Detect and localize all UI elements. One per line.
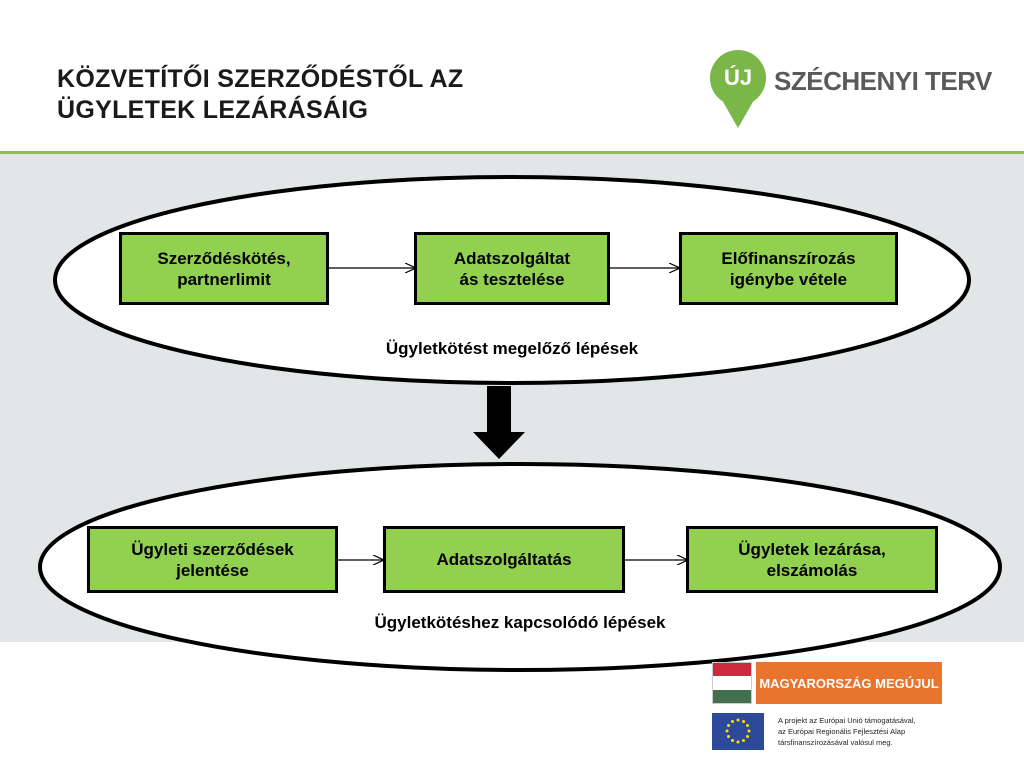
- logo-badge-text: ÚJ: [723, 65, 753, 90]
- title-line-2: ÜGYLETEK LEZÁRÁSÁIG: [57, 96, 369, 124]
- eu-text-line: A projekt az Európai Unió támogatásával,: [778, 716, 916, 725]
- step-text-line-2: ás tesztelése: [459, 269, 565, 289]
- step-text-line-2: igénybe vétele: [729, 269, 848, 289]
- step-text-line-2: jelentése: [176, 560, 249, 580]
- step-text-line-1: Adatszolgáltatás: [436, 550, 572, 569]
- title-line-1: KÖZVETÍTŐI SZERZŐDÉSTŐL AZ: [57, 65, 464, 93]
- step-text-line-1: Ügyleti szerződések: [131, 539, 294, 559]
- logo-text: SZÉCHENYI TERV: [774, 66, 992, 96]
- step-box: [679, 232, 898, 305]
- step-box: [383, 526, 625, 593]
- step-box: [119, 232, 329, 305]
- step-text-line-1: Előfinanszírozás: [721, 248, 856, 268]
- eu-funding-text: [778, 715, 958, 748]
- step-text-line-1: Szerződéskötés,: [157, 248, 291, 268]
- eu-text-line: az Európai Regionális Fejlesztési Alap: [778, 727, 906, 736]
- down-arrow: [473, 386, 525, 459]
- eu-funding-logo: [712, 713, 952, 753]
- eu-flag-icon: [712, 713, 764, 750]
- step-box: [87, 526, 338, 593]
- step-text-line-2: partnerlimit: [177, 269, 271, 289]
- top-group-label: Ügyletkötést megelőző lépések: [385, 339, 639, 358]
- hungarian-flag-icon: [712, 662, 752, 704]
- step-text-line-1: Ügyletek lezárása,: [738, 539, 886, 559]
- bottom-group-label: Ügyletkötéshez kapcsolódó lépések: [374, 613, 666, 632]
- eu-text-line: társfinanszírozásával valósul meg.: [778, 738, 893, 747]
- step-text-line-1: Adatszolgáltat: [453, 248, 571, 268]
- step-box: [414, 232, 610, 305]
- step-box: [686, 526, 938, 593]
- magyarorszag-megujul-logo: [712, 662, 942, 704]
- hu-banner-text: MAGYARORSZÁG MEGÚJUL: [756, 662, 942, 704]
- step-text-line-2: elszámolás: [766, 560, 858, 580]
